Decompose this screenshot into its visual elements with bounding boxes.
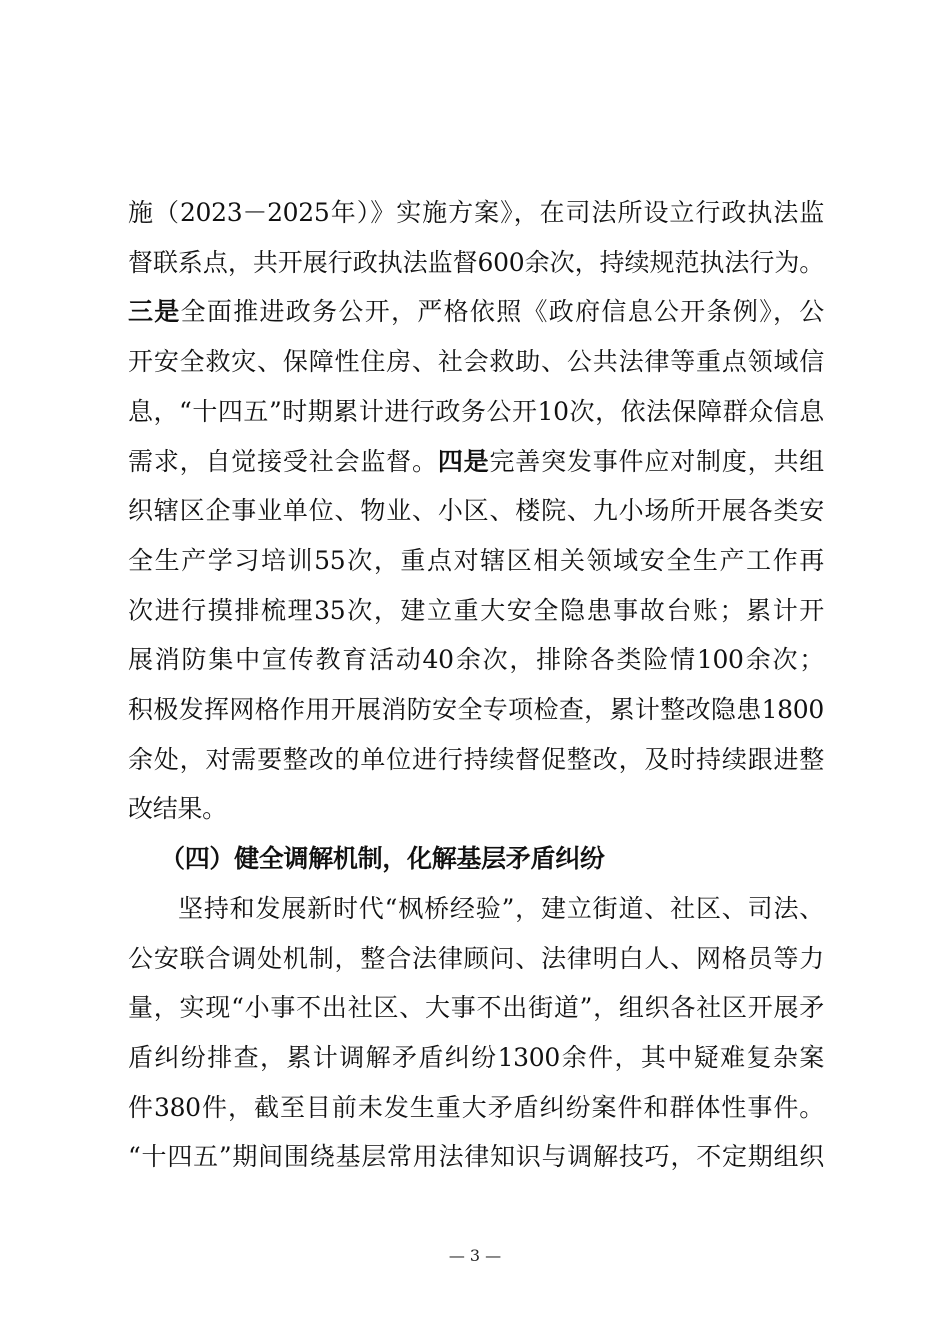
page-number: — 3 — [448, 1246, 502, 1266]
text-line: 次进行摸排梳理35次，建立重大安全隐患事故台账；累计开 [128, 595, 824, 625]
text-line: 施（2023－2025年）》实施方案》，在司法所设立行政执法监 [128, 198, 824, 227]
text-segment: 全面推进政务公开，严格依照《政府信息公开条例》，公 [180, 297, 824, 327]
text-line: 督联系点，共开展行政执法监督600余次，持续规范执法行为。 [128, 247, 824, 277]
text-line [128, 287, 824, 337]
text-line: 展消防集中宣传教育活动40余次，排除各类险情100余次； [128, 645, 824, 675]
text-line: 织辖区企事业单位、物业、小区、楼院、九小场所开展各类安 [128, 496, 824, 526]
text-line: 公安联合调处机制，整合法律顾问、法律明白人、网格员等力 [128, 943, 824, 973]
section-heading: （四）健全调解机制，化解基层矛盾纠纷 [160, 844, 605, 874]
text-segment: 完善突发事件应对制度，共组 [489, 446, 824, 476]
text-line [128, 437, 824, 487]
text-line: 余处，对需要整改的单位进行持续督促整改，及时持续跟进整 [128, 744, 824, 774]
bold-marker: 四是 [437, 446, 490, 476]
text-line: 积极发挥网格作用开展消防安全专项检查，累计整改隐患1800 [128, 695, 824, 725]
text-line: “十四五”期间围绕基层常用法律知识与调解技巧，不定期组织 [128, 1142, 824, 1172]
text-line: 改结果。 [128, 794, 227, 824]
text-line: 量，实现“小事不出社区、大事不出街道”，组织各社区开展矛 [128, 993, 824, 1023]
bold-marker: 三是 [128, 297, 181, 327]
document-page [128, 0, 824, 1182]
text-line: 盾纠纷排查，累计调解矛盾纠纷1300余件，其中疑难复杂案 [128, 1042, 824, 1072]
text-line: 坚持和发展新时代“枫桥经验”，建立街道、社区、司法、 [178, 893, 824, 923]
text-line: 开安全救灾、保障性住房、社会救助、公共法律等重点领域信 [128, 347, 824, 377]
text-line: 全生产学习培训55次，重点对辖区相关领域安全生产工作再 [128, 545, 824, 575]
text-line: 件380件，截至目前未发生重大矛盾纠纷案件和群体性事件。 [128, 1092, 824, 1122]
text-segment: 需求，自觉接受社会监督。 [128, 446, 438, 476]
text-line: 息，“十四五”时期累计进行政务公开10次，依法保障群众信息 [128, 396, 824, 426]
